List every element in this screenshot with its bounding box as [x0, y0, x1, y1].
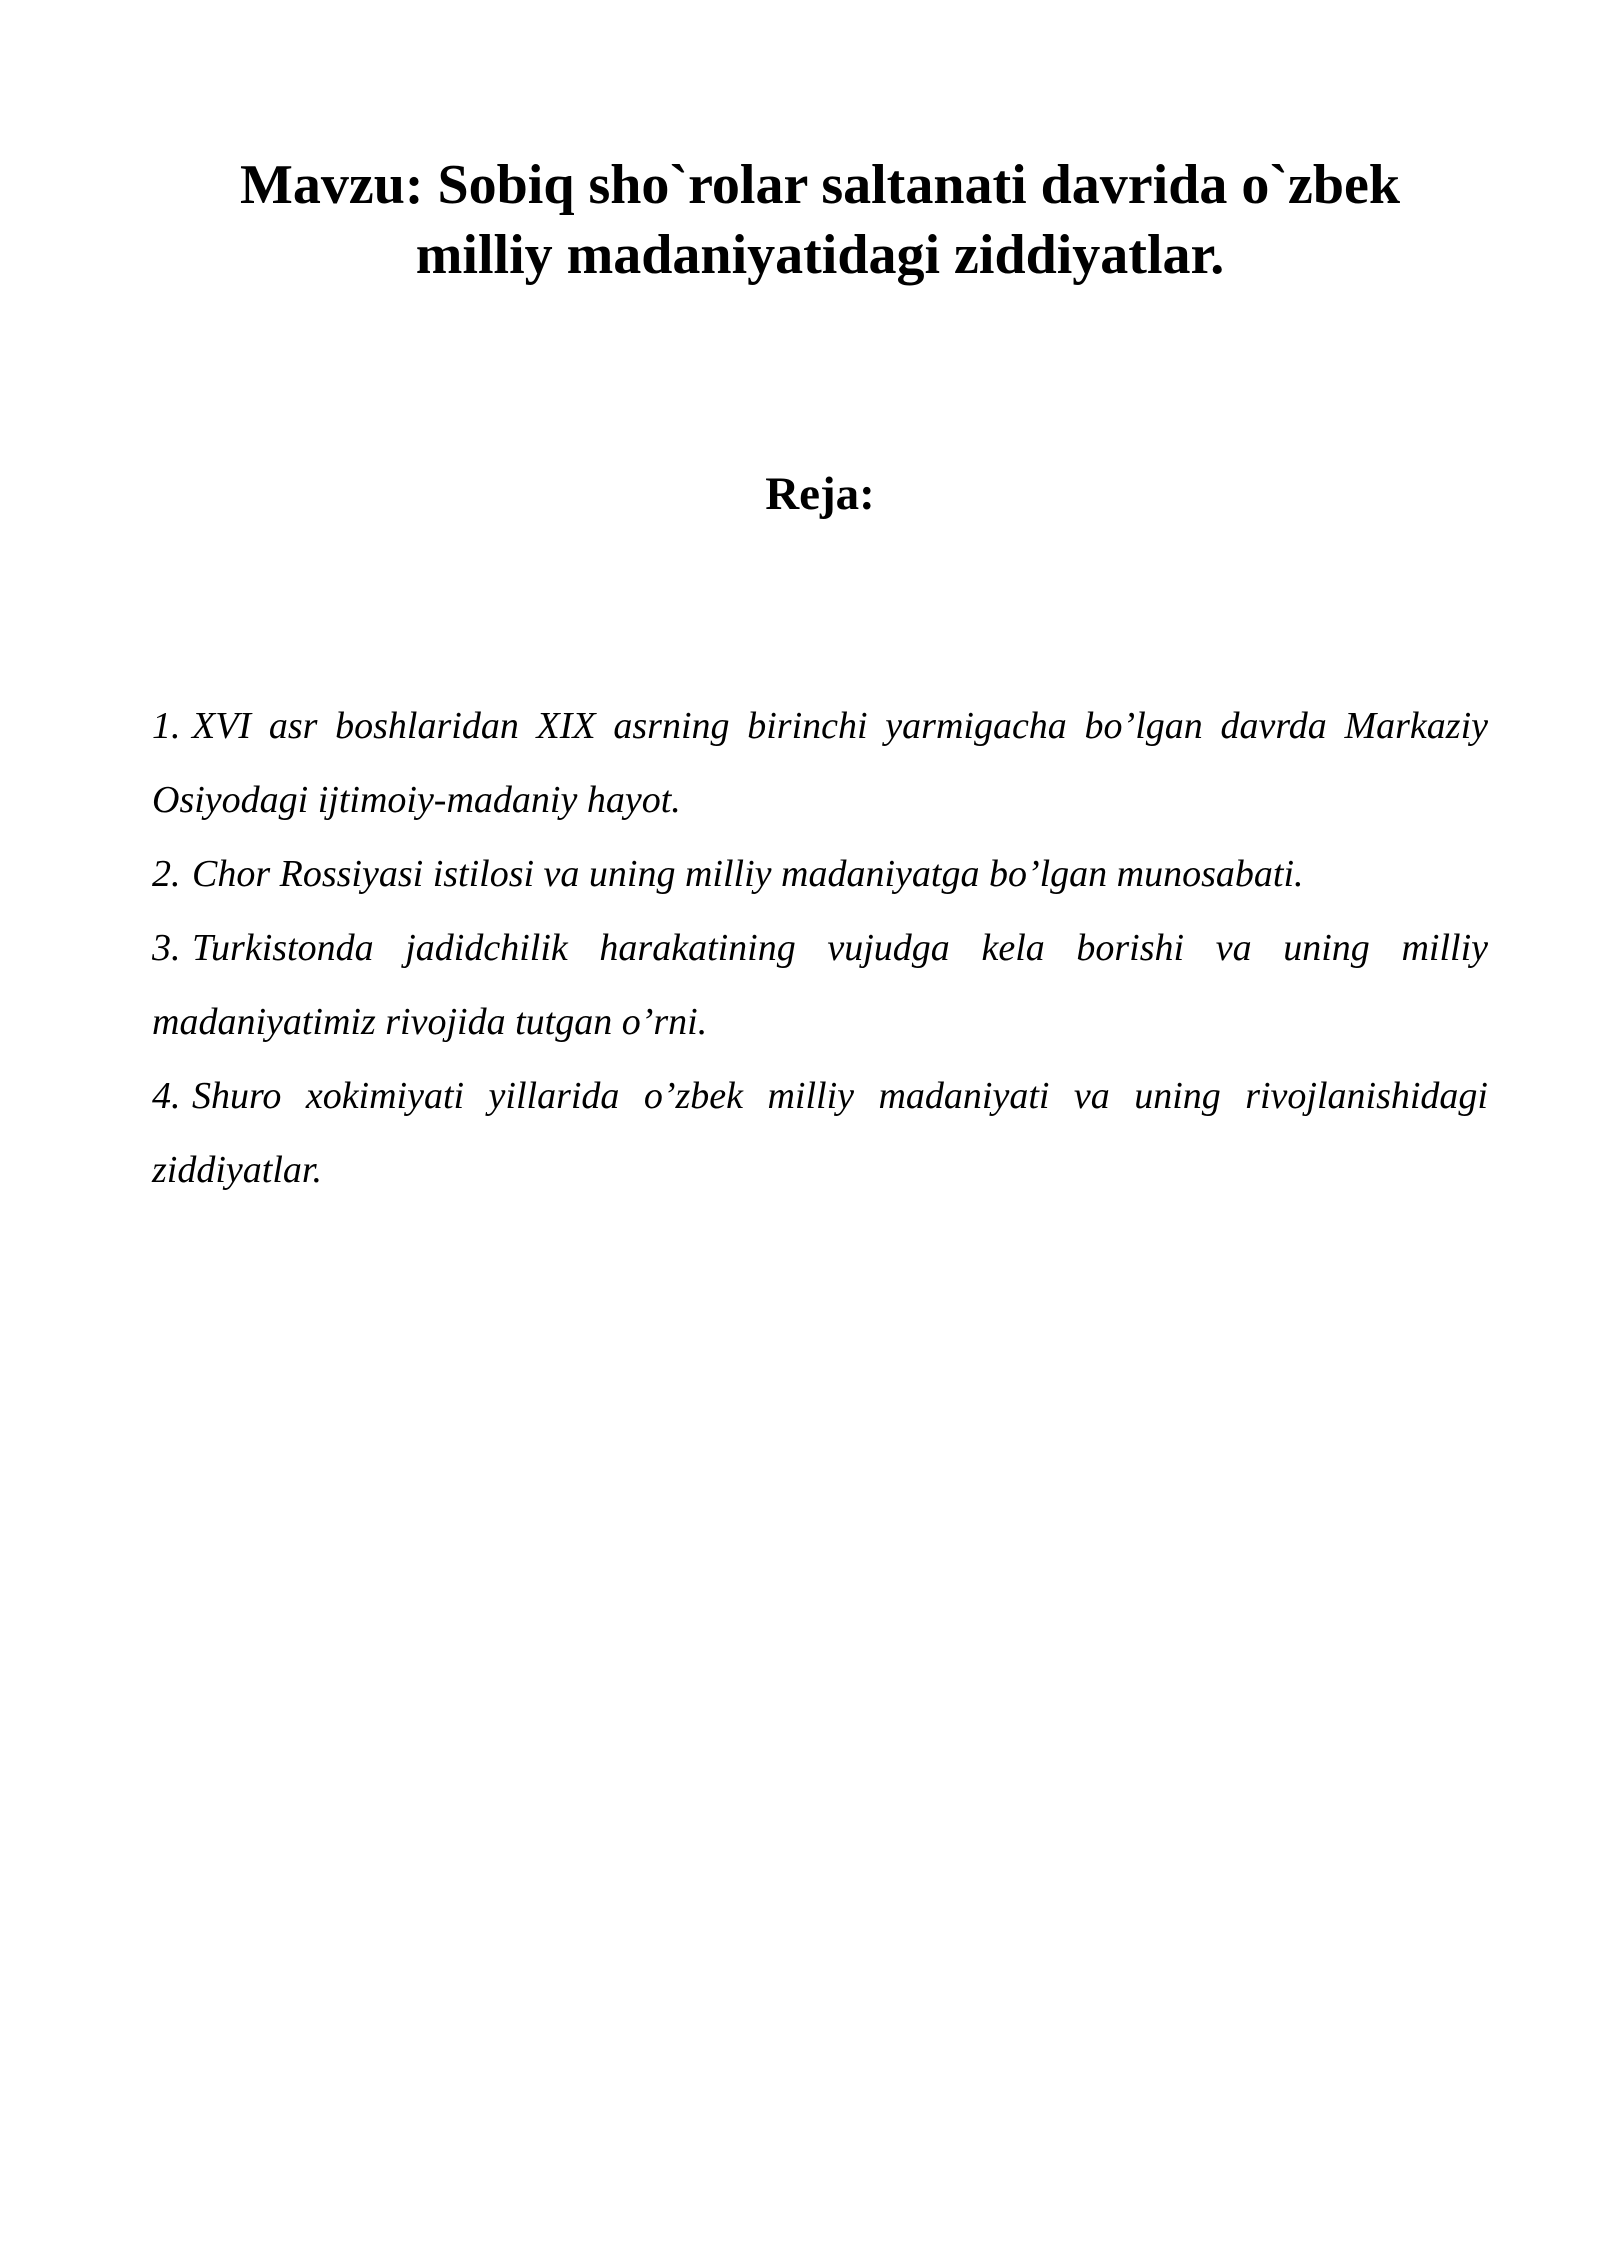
plan-item-number: 2.	[152, 853, 181, 895]
plan-item	[152, 689, 1488, 837]
plan-item-text: Shuro xokimiyati yillarida o’zbek milliy madaniyati va uning rivojlanishidagi ziddiyatlar.	[152, 1075, 1488, 1191]
plan-heading: Reja:	[765, 468, 875, 520]
plan-item-number: 3.	[152, 927, 181, 969]
plan-item-text: Chor Rossiyasi istilosi va uning milliy madaniyatga bo’lgan munosabati.	[192, 853, 1304, 895]
plan-item	[152, 837, 1488, 911]
plan-item-text: XVI asr boshlaridan XIX asrning birinchi yarmigacha bo’lgan davrda Markaziy Osiyodagi ijtimoiy-madaniy hayot.	[152, 705, 1488, 821]
title-line: milliy madaniyatidagi ziddiyatlar.	[415, 224, 1225, 286]
plan-list	[152, 689, 1488, 1207]
title-line: Mavzu: Sobiq sho`rolar saltanati davrida o`zbek	[239, 154, 1401, 216]
plan-item-text: Turkistonda jadidchilik harakatining vujudga kela borishi va uning milliy madaniyatimiz rivojida tutgan o’rni.	[152, 927, 1488, 1043]
plan-item	[152, 1059, 1488, 1207]
plan-item	[152, 911, 1488, 1059]
document-title	[150, 150, 1490, 290]
plan-item-number: 4.	[152, 1075, 181, 1117]
plan-item-number: 1.	[152, 705, 181, 747]
